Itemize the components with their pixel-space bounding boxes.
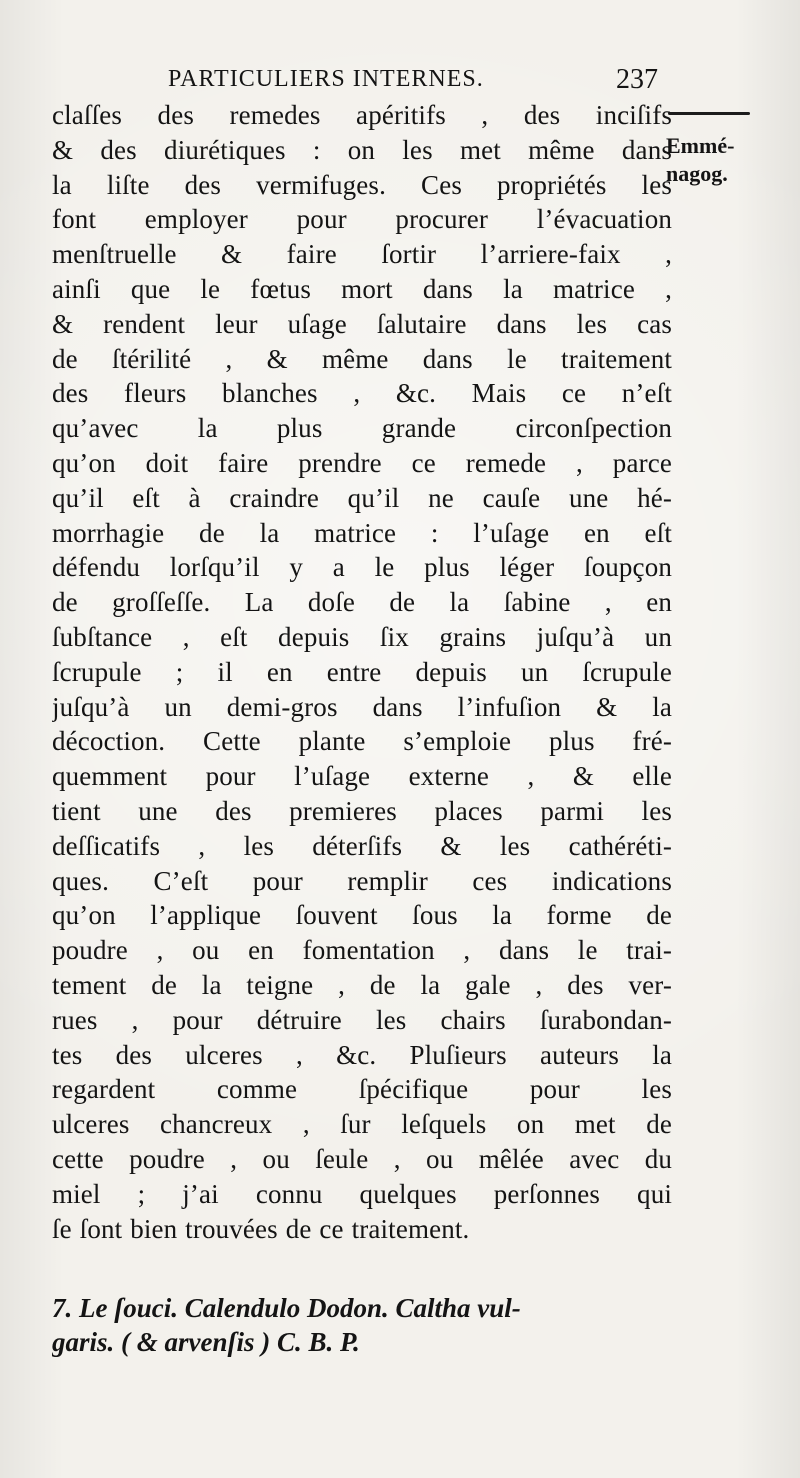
text-line: tement de la teigne , de la gale , des ver- [52, 969, 672, 1000]
text-line: décoction. Cette plante s’emploie plus fré- [52, 726, 672, 757]
text-line: tes des ulceres , &c. Pluſieurs auteurs la [52, 1039, 672, 1070]
text-line: morrhagie de la matrice : l’uſage en eſt [52, 517, 672, 548]
margin-rule [668, 112, 750, 115]
entry-heading [52, 1291, 672, 1359]
margin-note [666, 132, 794, 188]
entry-line: 7. Le ſouci. Calendulo Dodon. Caltha vul- [52, 1293, 521, 1323]
running-title: PARTICULIERS INTERNES. [168, 66, 484, 92]
text-line: de groſſeſſe. La doſe de la ſabine , en [52, 587, 672, 618]
text-line: miel ; j’ai connu quelques perſonnes qui [52, 1178, 672, 1209]
text-line: qu’on l’applique ſouvent ſous la forme de [52, 900, 672, 931]
entry-line: garis. ( & arvenſis ) C. B. P. [52, 1327, 360, 1357]
text-line: & des diurétiques : on les met même dans [52, 134, 672, 165]
text-line: de ſtérilité , & même dans le traitement [52, 343, 672, 374]
text-line: cette poudre , ou ſeule , ou mêlée avec du [52, 1143, 672, 1174]
page-number: 237 [616, 64, 658, 95]
text-line: claſſes des remedes apéritifs , des inciſifs [52, 100, 672, 130]
text-line: quemment pour l’uſage externe , & elle [52, 761, 672, 792]
margin-note-line: nagog. [666, 161, 728, 186]
text-line: tient une des premieres places parmi les [52, 795, 672, 826]
text-line: ſe ſont bien trouvées de ce traitement. [52, 1213, 470, 1244]
text-line: ainſi que le fœtus mort dans la matrice , [52, 273, 672, 304]
text-line: ſubſtance , eſt depuis ſix grains juſqu’à un [52, 621, 672, 652]
text-line: ques. C’eſt pour remplir ces indications [52, 865, 672, 896]
text-line: la liſte des vermifuges. Ces propriétés les [52, 169, 672, 200]
text-line: & rendent leur uſage ſalutaire dans les cas [52, 308, 672, 339]
text-line: regardent comme ſpécifique pour les [52, 1074, 672, 1105]
text-line: deſſicatifs , les déterſifs & les cathéréti- [52, 830, 672, 861]
body-text [52, 98, 672, 1246]
text-line: menſtruelle & faire ſortir l’arriere-faix , [52, 239, 672, 270]
margin-note-line: Emmé- [666, 133, 735, 158]
text-line: ſcrupule ; il en entre depuis un ſcrupule [52, 656, 672, 687]
text-line: défendu lorſqu’il y a le plus léger ſoupçon [52, 552, 672, 583]
page-header [168, 66, 658, 98]
text-line: qu’on doit faire prendre ce remede , parce [52, 447, 672, 478]
text-line: ulceres chancreux , ſur leſquels on met de [52, 1109, 672, 1140]
text-line: qu’il eſt à craindre qu’il ne cauſe une hé- [52, 482, 672, 513]
text-line: qu’avec la plus grande circonſpection [52, 413, 672, 444]
text-line: poudre , ou en fomentation , dans le trai- [52, 935, 672, 966]
text-line: rues , pour détruire les chairs ſurabondan- [52, 1004, 672, 1035]
text-line: des fleurs blanches , &c. Mais ce n’eſt [52, 378, 672, 409]
text-line: font employer pour procurer l’évacuation [52, 204, 672, 235]
text-line: juſqu’à un demi-gros dans l’infuſion & la [52, 691, 672, 722]
